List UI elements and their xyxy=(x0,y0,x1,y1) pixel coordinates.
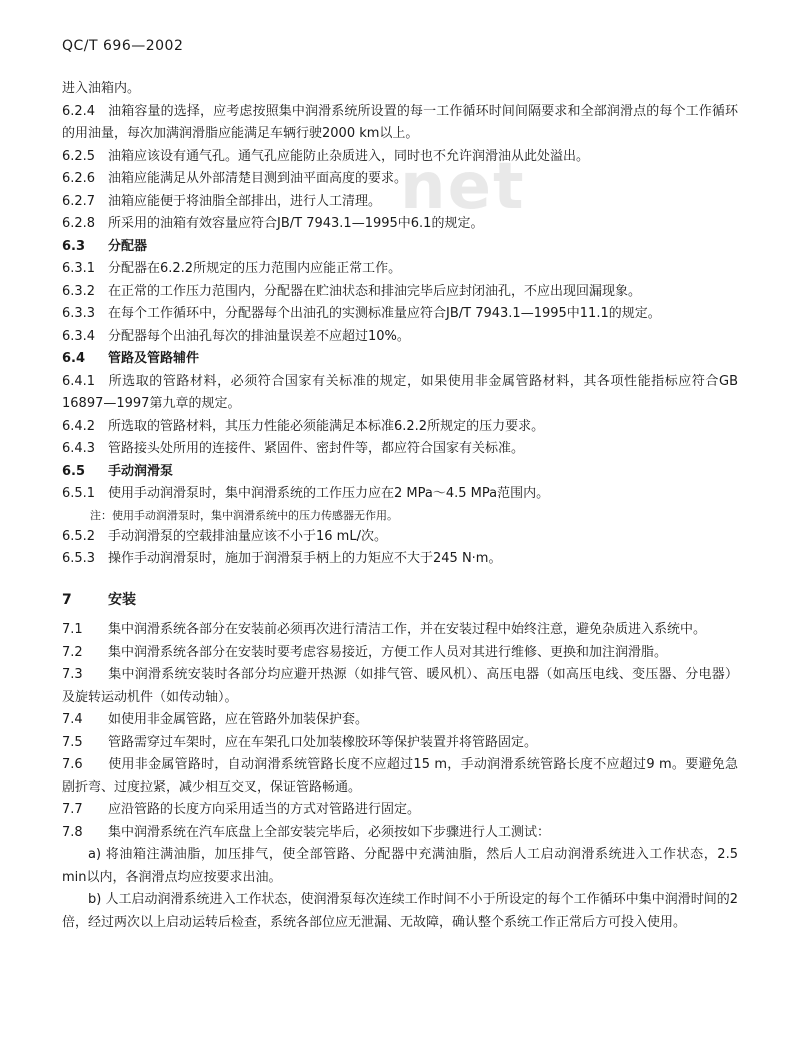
clause-text: 在正常的工作压力范围内，分配器在贮油状态和排油完毕后应封闭油孔，不应出现回漏现象。 xyxy=(108,283,642,299)
clause-paragraph xyxy=(62,438,738,461)
clause-paragraph xyxy=(62,101,738,146)
clause-paragraph xyxy=(62,799,738,822)
clause-number: 6.4.2 xyxy=(62,418,96,434)
clause-number: 6.2.4 xyxy=(62,103,96,119)
clause-paragraph xyxy=(62,281,738,304)
clause-paragraph xyxy=(62,709,738,732)
clause-number: 7.6 xyxy=(62,757,83,772)
clause-text: 分配器在6.2.2所规定的压力范围内应能正常工作。 xyxy=(108,261,402,276)
section-7-heading xyxy=(62,589,738,612)
section-number: 7 xyxy=(62,591,72,608)
clause-paragraph xyxy=(62,371,738,416)
clause-number: 6.5 xyxy=(62,463,86,479)
clause-paragraph xyxy=(62,191,738,214)
clause-number: 7.7 xyxy=(62,802,83,817)
clause-number: 6.2.8 xyxy=(62,216,96,231)
clause-paragraph xyxy=(62,754,738,799)
note-paragraph xyxy=(62,506,738,526)
section-7-content xyxy=(62,619,738,934)
clause-paragraph xyxy=(62,548,738,571)
clause-text: 管路接头处所用的连接件、紧固件、密封件等，都应符合国家有关标准。 xyxy=(108,441,525,456)
clause-text: 油箱应该设有通气孔。通气孔应能防止杂质进入，同时也不允许润滑油从此处溢出。 xyxy=(108,148,590,164)
clause-number: 6.4 xyxy=(62,351,86,366)
clause-paragraph xyxy=(62,483,738,506)
clause-number: 7.2 xyxy=(62,644,83,660)
clause-text: 进入油箱内。 xyxy=(62,81,141,96)
clause-number: 6.3.1 xyxy=(62,261,96,276)
clause-text: 分配器 xyxy=(108,238,148,254)
clause-text: 集中润滑系统在汽车底盘上全部安装完毕后，必须按如下步骤进行人工测试： xyxy=(108,824,551,840)
clause-number: 6.2.7 xyxy=(62,193,96,209)
clause-number: 7.4 xyxy=(62,712,83,727)
clause-text: 分配器每个出油孔每次的排油量误差不应超过10%。 xyxy=(108,328,410,344)
watermark: net xyxy=(400,150,526,224)
clause-number: 6.2.5 xyxy=(62,148,96,164)
clause-paragraph xyxy=(62,619,738,642)
clause-text: 所选取的管路材料，必须符合国家有关标准的规定，如果使用非金属管路材料，其各项性能指标应符合GB 16897—1997第九章的规定。 xyxy=(62,373,738,411)
clause-number: 6.3.4 xyxy=(62,328,96,344)
subsection-heading xyxy=(62,348,738,371)
clause-paragraph xyxy=(62,326,738,349)
spacer xyxy=(62,571,738,589)
clause-number: 7.1 xyxy=(62,622,83,637)
clause-paragraph xyxy=(62,732,738,755)
clause-text: 使用手动润滑泵时，集中润滑系统的工作压力应在2 MPa～4.5 MPa范围内。 xyxy=(108,486,550,501)
clause-text: 集中润滑系统各部分在安装时要考虑容易接近，方便工作人员对其进行维修、更换和加注润滑脂。 xyxy=(108,644,668,660)
clause-paragraph xyxy=(62,642,738,665)
clause-text: b) 人工启动润滑系统进入工作状态，使润滑泵每次连续工作时间不小于所设定的每个工作循环中集中润滑时间的2倍，经过两次以上启动运转后检查，系统各部位应无泄漏、无故障，确认整个系统工作正常后方可投入使用。 xyxy=(62,892,738,930)
doc-code-header: QC/T 696—2002 xyxy=(62,38,184,54)
clause-number: 6.4.3 xyxy=(62,441,96,456)
clause-paragraph xyxy=(62,822,738,845)
clause-text: 管路需穿过车架时，应在车架孔口处加装橡胶环等保护装置并将管路固定。 xyxy=(108,734,538,750)
clause-paragraph xyxy=(62,416,738,439)
clause-number: 7.3 xyxy=(62,667,83,682)
clause-number: 6.3.3 xyxy=(62,306,96,321)
clause-number: 6.3.2 xyxy=(62,283,96,299)
clause-text: 油箱应能满足从外部清楚目测到油平面高度的要求。 xyxy=(108,171,408,186)
clause-text: 在每个工作循环中，分配器每个出油孔的实测标准量应符合JB/T 7943.1—1995中11.1的规定。 xyxy=(108,306,661,321)
clause-paragraph xyxy=(62,168,738,191)
clause-number: 6.5.3 xyxy=(62,551,96,566)
clause-text: 集中润滑系统各部分在安装前必须再次进行清洁工作，并在安装过程中始终注意，避免杂质进入系统中。 xyxy=(108,622,707,637)
clause-number: 6.5.2 xyxy=(62,528,96,544)
section-6-content xyxy=(62,78,738,571)
clause-text: 油箱应能便于将油脂全部排出，进行人工清理。 xyxy=(108,193,382,209)
clause-text: a) 将油箱注满油脂，加压排气，使全部管路、分配器中充满油脂，然后人工启动润滑系统进入工作状态，2.5 min以内，各润滑点均应按要求出油。 xyxy=(62,847,738,885)
clause-paragraph xyxy=(62,303,738,326)
spacer xyxy=(62,611,738,619)
clause-text: 油箱容量的选择，应考虑按照集中润滑系统所设置的每一工作循环时间间隔要求和全部润滑点的每个工作循环的用油量，每次加满润滑脂应能满足车辆行驶2000 km以上。 xyxy=(62,103,738,141)
clause-number: 6.2.6 xyxy=(62,171,96,186)
clause-number: 6.4.1 xyxy=(62,373,96,389)
clause-text: 集中润滑系统安装时各部分均应避开热源（如排气管、暖风机）、高压电器（如高压电线、变压器、分电器）及旋转运动机件（如传动轴）。 xyxy=(62,667,738,705)
clause-text: 使用非金属管路时，自动润滑系统管路长度不应超过15 m，手动润滑系统管路长度不应超过9 m。要避免急剧折弯、过度拉紧，减少相互交叉，保证管路畅通。 xyxy=(62,757,738,795)
clause-text: 管路及管路辅件 xyxy=(108,351,200,366)
clause-number: 6.5.1 xyxy=(62,486,96,501)
subsection-heading xyxy=(62,236,738,259)
clause-paragraph xyxy=(62,526,738,549)
clause-text: 注：使用手动润滑泵时，集中润滑系统中的压力传感器无作用。 xyxy=(90,508,398,522)
section-title: 安装 xyxy=(108,591,136,608)
clause-paragraph xyxy=(62,213,738,236)
clause-number: 7.5 xyxy=(62,734,83,750)
subsection-heading xyxy=(62,461,738,484)
clause-paragraph xyxy=(62,664,738,709)
clause-paragraph xyxy=(62,258,738,281)
clause-text: 应沿管路的长度方向采用适当的方式对管路进行固定。 xyxy=(108,802,421,817)
clause-number: 6.3 xyxy=(62,238,86,254)
clause-text: 手动润滑泵的空载排油量应该不小于16 mL/次。 xyxy=(108,528,387,544)
clause-text: 如使用非金属管路，应在管路外加装保护套。 xyxy=(108,712,369,727)
clause-paragraph xyxy=(62,844,738,889)
clause-paragraph xyxy=(62,146,738,169)
clause-text: 操作手动润滑泵时，施加于润滑泵手柄上的力矩应不大于245 N·m。 xyxy=(108,551,502,566)
clause-text: 所选取的管路材料，其压力性能必须能满足本标准6.2.2所规定的压力要求。 xyxy=(108,418,545,434)
clause-text: 手动润滑泵 xyxy=(108,463,174,479)
clause-paragraph xyxy=(62,78,738,101)
document-body xyxy=(62,78,738,934)
clause-paragraph xyxy=(62,889,738,934)
clause-text: 所采用的油箱有效容量应符合JB/T 7943.1—1995中6.1的规定。 xyxy=(108,216,484,231)
clause-number: 7.8 xyxy=(62,824,83,840)
